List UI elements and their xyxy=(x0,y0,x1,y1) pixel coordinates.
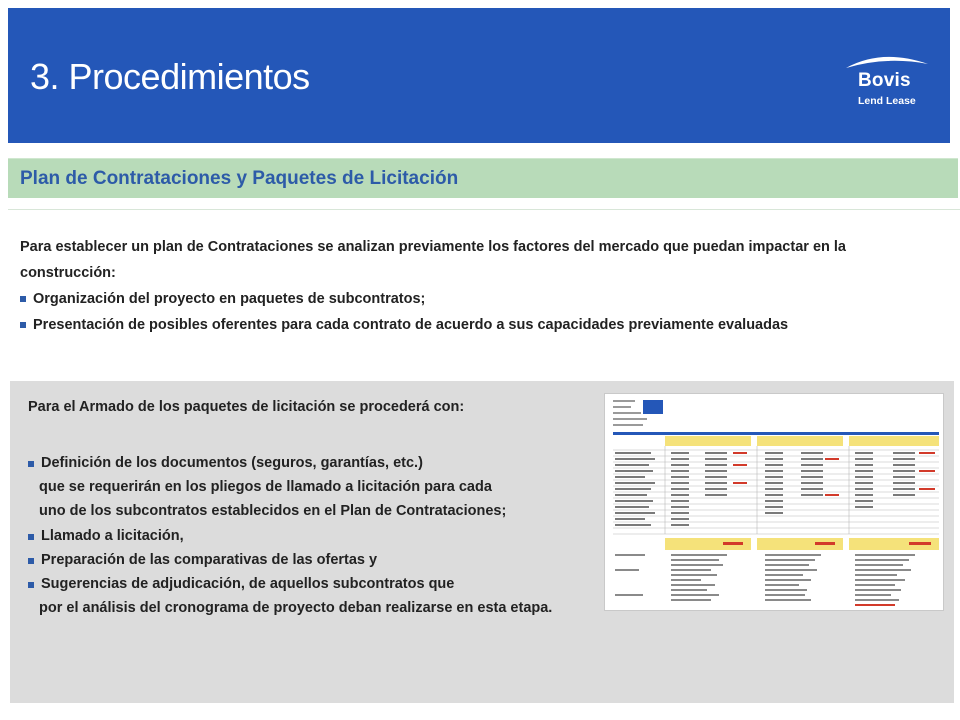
procedure-item-text: Definición de los documentos (seguros, garantías, etc.) xyxy=(41,455,423,471)
procedure-item xyxy=(28,451,608,475)
procedure-item-continuation: uno de los subcontratos establecidos en el Plan de Contrataciones; xyxy=(39,503,507,520)
procedure-panel xyxy=(10,381,954,703)
procedure-item xyxy=(28,524,608,548)
logo-subtitle: Lend Lease xyxy=(858,95,916,107)
procedure-item xyxy=(28,548,608,572)
panel-heading: Para el Armado de los paquetes de licitación se procederá con: xyxy=(28,399,465,415)
intro-bullet xyxy=(20,312,945,338)
section-subheader xyxy=(8,158,958,198)
intro-bullet-text: Presentación de posibles oferentes para cada contrato de acuerdo a sus capacidades previamente evaluadas xyxy=(33,317,789,333)
header-banner xyxy=(8,8,950,143)
intro-paragraph-line: construcción: xyxy=(20,265,116,281)
intro-paragraph-line: Para establecer un plan de Contrataciones se analizan previamente los factores del mercado que puedan impactar en la xyxy=(20,239,846,255)
logo-arc-icon xyxy=(842,50,932,72)
bovis-logo xyxy=(836,50,936,126)
procedure-item-continuation: que se requerirán en los pliegos de llamado a licitación para cada xyxy=(39,479,492,496)
intro-bullet xyxy=(20,286,945,312)
square-bullet-icon xyxy=(20,296,26,302)
square-bullet-icon xyxy=(20,322,26,328)
square-bullet-icon xyxy=(28,534,34,540)
comparison-sheet-thumbnail xyxy=(604,393,944,611)
spreadsheet-thumbnail-icon xyxy=(605,394,944,611)
intro-bullet-text: Organización del proyecto en paquetes de subcontratos; xyxy=(33,291,426,307)
square-bullet-icon xyxy=(28,582,34,588)
square-bullet-icon xyxy=(28,558,34,564)
procedure-list xyxy=(28,451,608,620)
page-title: 3. Procedimientos xyxy=(30,56,310,97)
divider xyxy=(8,209,960,210)
section-title: Plan de Contrataciones y Paquetes de Licitación xyxy=(20,168,459,189)
procedure-item-text: Llamado a licitación, xyxy=(41,527,184,544)
logo-name: Bovis xyxy=(858,70,911,91)
procedure-item-text: Preparación de las comparativas de las ofertas y xyxy=(41,551,378,568)
procedure-item-continuation: por el análisis del cronograma de proyecto deban realizarse en esta etapa. xyxy=(39,600,553,617)
procedure-item xyxy=(28,572,608,596)
procedure-item-text: Sugerencias de adjudicación, de aquellos subcontratos que xyxy=(41,576,455,593)
intro-text xyxy=(20,234,945,338)
square-bullet-icon xyxy=(28,461,34,467)
